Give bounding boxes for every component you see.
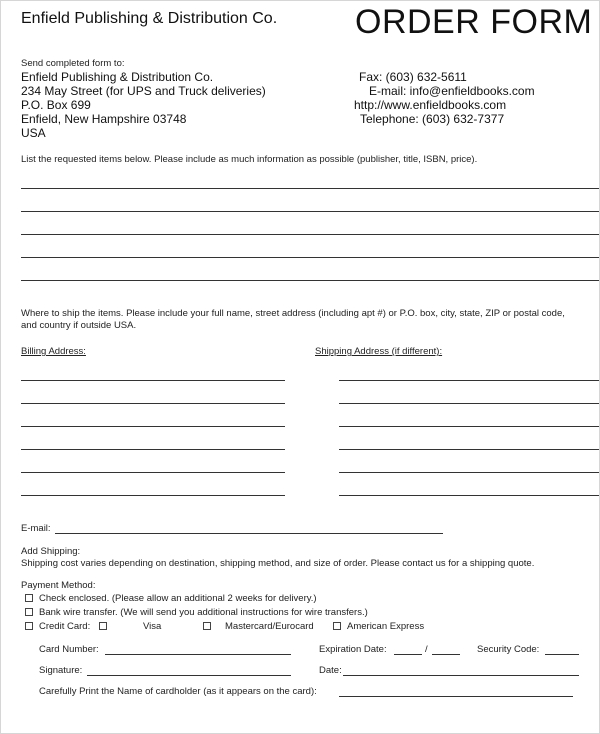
card-option-visa[interactable]: Visa	[99, 621, 161, 632]
shipping-address-line[interactable]	[339, 495, 599, 496]
expiration-month-line[interactable]	[394, 654, 422, 655]
shipping-address-line[interactable]	[339, 426, 599, 427]
expiration-separator: /	[425, 644, 428, 655]
fax-number: Fax: (603) 632-5611	[359, 70, 467, 84]
website-link[interactable]: http://www.enfieldbooks.com	[354, 98, 507, 112]
billing-address-line[interactable]	[21, 426, 285, 427]
email-label: E-mail:	[21, 523, 51, 534]
shipping-address-line[interactable]	[339, 472, 599, 473]
ship-instruction-line1: Where to ship the items. Please include your full name, street address (including apt #) or P.O. box, city, state, ZIP or postal code,	[21, 308, 565, 319]
security-code-line[interactable]	[545, 654, 579, 655]
cardholder-name-label: Carefully Print the Name of cardholder (as it appears on the card):	[39, 686, 317, 697]
shipping-address-label: Shipping Address (if different):	[315, 346, 443, 357]
telephone-number: Telephone: (603) 632-7377	[360, 112, 505, 126]
card-number-label: Card Number:	[39, 644, 99, 655]
security-code-label: Security Code:	[477, 644, 540, 655]
card-option-mastercard[interactable]: Mastercard/Eurocard	[203, 621, 314, 632]
card-option-amex[interactable]: American Express	[333, 621, 424, 632]
address-line: USA	[21, 126, 46, 140]
address-line: P.O. Box 699	[21, 98, 91, 112]
company-name: Enfield Publishing & Distribution Co.	[21, 10, 278, 27]
form-title: ORDER FORM	[355, 3, 593, 41]
address-line: Enfield, New Hampshire 03748	[21, 112, 187, 126]
payment-option-credit[interactable]: Credit Card:	[25, 621, 90, 632]
payment-method-label: Payment Method:	[21, 580, 96, 591]
signature-line[interactable]	[87, 675, 291, 676]
shipping-address-line[interactable]	[339, 449, 599, 450]
address-line: 234 May Street (for UPS and Truck deliveries)	[21, 84, 266, 98]
ship-instruction-line2: and country if outside USA.	[21, 320, 137, 331]
billing-address-label: Billing Address:	[21, 346, 86, 357]
shipping-address-line[interactable]	[339, 380, 599, 381]
item-line[interactable]	[21, 280, 599, 281]
date-line[interactable]	[343, 675, 579, 676]
cardholder-name-line[interactable]	[339, 696, 573, 697]
date-label: Date:	[319, 665, 342, 676]
item-line[interactable]	[21, 257, 599, 258]
checkbox-icon[interactable]	[99, 622, 107, 630]
email-line[interactable]	[55, 533, 443, 534]
shipping-note: Shipping cost varies depending on destination, shipping method, and size of order. Please contact us for a shipping quote.	[21, 558, 535, 569]
card-number-line[interactable]	[105, 654, 291, 655]
payment-option-wire[interactable]: Bank wire transfer. (We will send you additional instructions for wire transfers.)	[25, 607, 368, 618]
checkbox-icon[interactable]	[333, 622, 341, 630]
billing-address-line[interactable]	[21, 449, 285, 450]
billing-address-line[interactable]	[21, 380, 285, 381]
checkbox-icon[interactable]	[25, 608, 33, 616]
send-to-label: Send completed form to:	[21, 58, 125, 69]
items-instruction: List the requested items below. Please include as much information as possible (publisher, title, ISBN, price).	[21, 154, 478, 165]
shipping-label: Add Shipping:	[21, 546, 81, 557]
billing-address-line[interactable]	[21, 495, 285, 496]
checkbox-icon[interactable]	[203, 622, 211, 630]
expiration-year-line[interactable]	[432, 654, 460, 655]
billing-address-line[interactable]	[21, 472, 285, 473]
item-line[interactable]	[21, 211, 599, 212]
item-line[interactable]	[21, 188, 599, 189]
contact-email: E-mail: info@enfieldbooks.com	[369, 84, 535, 98]
payment-option-check[interactable]: Check enclosed. (Please allow an additional 2 weeks for delivery.)	[25, 593, 317, 604]
shipping-address-line[interactable]	[339, 403, 599, 404]
checkbox-icon[interactable]	[25, 622, 33, 630]
expiration-date-label: Expiration Date:	[319, 644, 387, 655]
checkbox-icon[interactable]	[25, 594, 33, 602]
mailing-address	[21, 70, 266, 140]
address-line: Enfield Publishing & Distribution Co.	[21, 70, 214, 84]
billing-address-line[interactable]	[21, 403, 285, 404]
signature-label: Signature:	[39, 665, 83, 676]
item-line[interactable]	[21, 234, 599, 235]
